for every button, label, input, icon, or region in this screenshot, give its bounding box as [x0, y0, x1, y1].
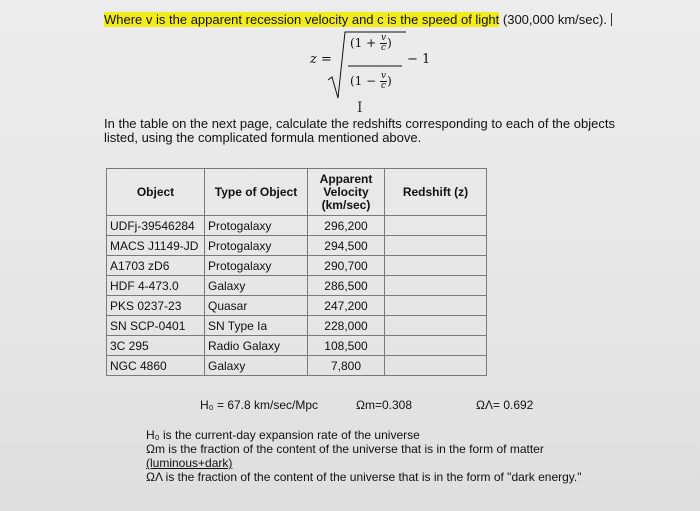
cell-object: A1703 zD6: [107, 256, 205, 276]
intro-suffix: (300,000 km/sec).: [499, 12, 607, 27]
cell-velocity: 228,000: [308, 316, 385, 336]
constant-omega-m: Ωm=0.308: [356, 398, 413, 412]
cell-object: UDFj-39546284: [107, 216, 205, 236]
cell-velocity: 286,500: [308, 276, 385, 296]
cell-type: Protogalaxy: [205, 236, 308, 256]
table-row: [107, 276, 487, 296]
text-cursor-icon: I: [357, 100, 363, 116]
cell-type: Galaxy: [205, 356, 308, 376]
cell-velocity: 290,700: [308, 256, 385, 276]
cell-object: MACS J1149-JD: [107, 236, 205, 256]
header-object: Object: [107, 169, 205, 216]
formula-lhs: z =: [310, 52, 332, 67]
cell-redshift[interactable]: [385, 256, 487, 276]
header-redshift: Redshift (z): [385, 169, 487, 216]
table-row: [107, 316, 487, 336]
note-omega-m: Ωm is the fraction of the content of the universe that is in the form of matter: [146, 442, 544, 456]
cell-type: Quasar: [205, 296, 308, 316]
cell-object: NGC 4860: [107, 356, 205, 376]
cell-velocity: 247,200: [308, 296, 385, 316]
note-h0: H₀ is the current-day expansion rate of the universe: [146, 428, 420, 442]
cell-redshift[interactable]: [385, 356, 487, 376]
formula-numerator: (1 + $\frac{v}{c}$): [350, 33, 392, 53]
cell-type: SN Type Ia: [205, 316, 308, 336]
cell-redshift[interactable]: [385, 316, 487, 336]
table-row: [107, 296, 487, 316]
redshift-formula: [310, 30, 460, 100]
table-row: [107, 356, 487, 376]
table-header-row: [107, 169, 487, 216]
table-row: [107, 216, 487, 236]
cell-velocity: 7,800: [308, 356, 385, 376]
definitions-notes: [146, 428, 626, 484]
formula-denominator: (1 − $\frac{v}{c}$): [350, 71, 392, 91]
cell-redshift[interactable]: [385, 276, 487, 296]
cell-type: Radio Galaxy: [205, 336, 308, 356]
cell-redshift[interactable]: [385, 236, 487, 256]
intro-line: [104, 12, 612, 27]
constant-h0: H₀ = 67.8 km/sec/Mpc: [200, 398, 319, 412]
note-omega-lambda: ΩΛ is the fraction of the content of the universe that is in the form of "dark energy.": [146, 470, 582, 484]
header-velocity: Apparent Velocity (km/sec): [308, 169, 385, 216]
cell-velocity: 108,500: [308, 336, 385, 356]
header-type: Type of Object: [205, 169, 308, 216]
cell-redshift[interactable]: [385, 296, 487, 316]
cell-object: SN SCP-0401: [107, 316, 205, 336]
cell-type: Protogalaxy: [205, 256, 308, 276]
cell-type: Protogalaxy: [205, 216, 308, 236]
cell-velocity: 294,500: [308, 236, 385, 256]
table-row: [107, 336, 487, 356]
intro-highlighted-text: Where v is the apparent recession velocity and c is the speed of light: [104, 12, 500, 27]
text-caret: [611, 13, 612, 26]
table-row: [107, 256, 487, 276]
table-row: [107, 236, 487, 256]
redshift-table: [106, 168, 487, 376]
note-omega-m-cont: (luminous+dark): [146, 456, 233, 470]
cell-object: PKS 0237-23: [107, 296, 205, 316]
cell-object: 3C 295: [107, 336, 205, 356]
instruction-paragraph: In the table on the next page, calculate the redshifts corresponding to each of the objects listed, using the complicated formula mentioned above.: [104, 116, 615, 145]
cell-redshift[interactable]: [385, 216, 487, 236]
cell-redshift[interactable]: [385, 336, 487, 356]
constant-omega-lambda: ΩΛ= 0.692: [476, 398, 534, 412]
cell-velocity: 296,200: [308, 216, 385, 236]
cell-object: HDF 4-473.0: [107, 276, 205, 296]
cell-type: Galaxy: [205, 276, 308, 296]
formula-minus-one: − 1: [407, 52, 431, 67]
